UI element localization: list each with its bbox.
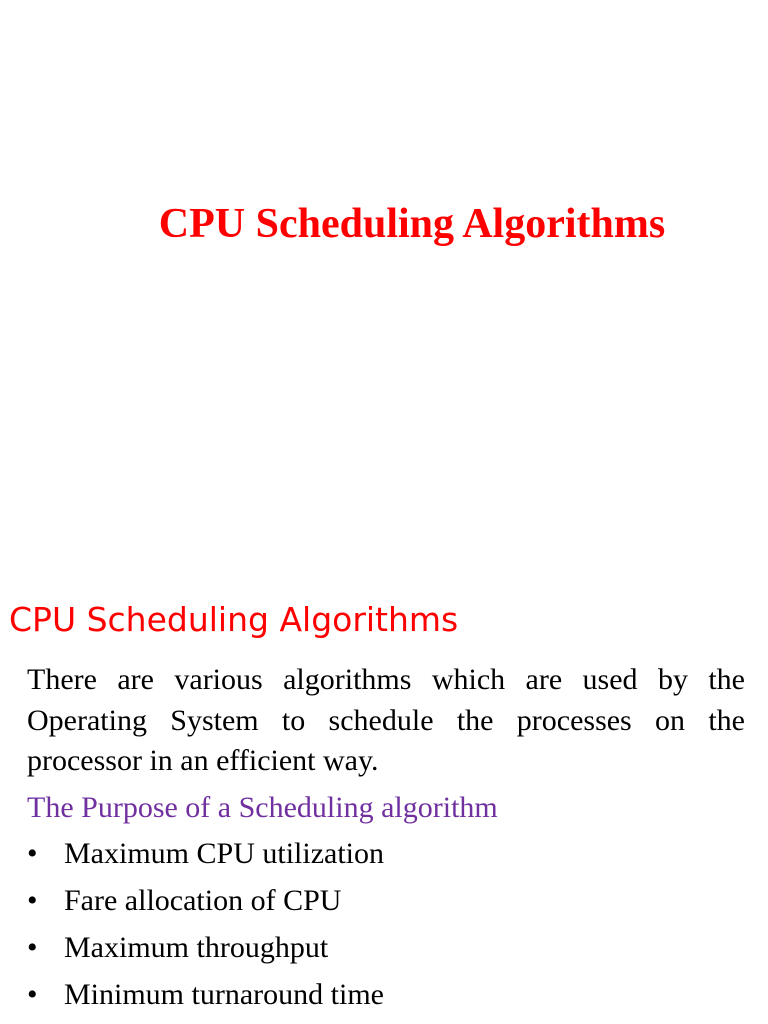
content-slide-heading: CPU Scheduling Algorithms [9,600,459,639]
bullet-dot-icon: • [27,837,38,870]
purpose-subheading: The Purpose of a Scheduling algorithm [27,791,498,824]
bullet-text: Minimum turnaround time [64,978,384,1011]
list-item [27,973,384,1020]
intro-paragraph-line: There are various algorithms which are used by the [27,663,745,696]
bullet-text: Fare allocation of CPU [64,884,342,917]
list-item [27,879,384,926]
bullet-dot-icon: • [27,978,38,1011]
bullet-dot-icon: • [27,884,38,917]
bullet-text: Maximum throughput [64,931,329,964]
content-slide [0,580,768,1024]
intro-paragraph-line: processor in an efficient way. [27,744,379,777]
title-slide-heading: CPU Scheduling Algorithms [158,201,666,247]
intro-paragraph-line: Operating System to schedule the processes on the [27,703,745,737]
purpose-bullet-list [27,832,384,1020]
bullet-text: Maximum CPU utilization [64,837,384,870]
intro-paragraph [27,660,745,782]
list-item [27,832,384,879]
bullet-dot-icon: • [27,931,38,964]
list-item [27,926,384,973]
